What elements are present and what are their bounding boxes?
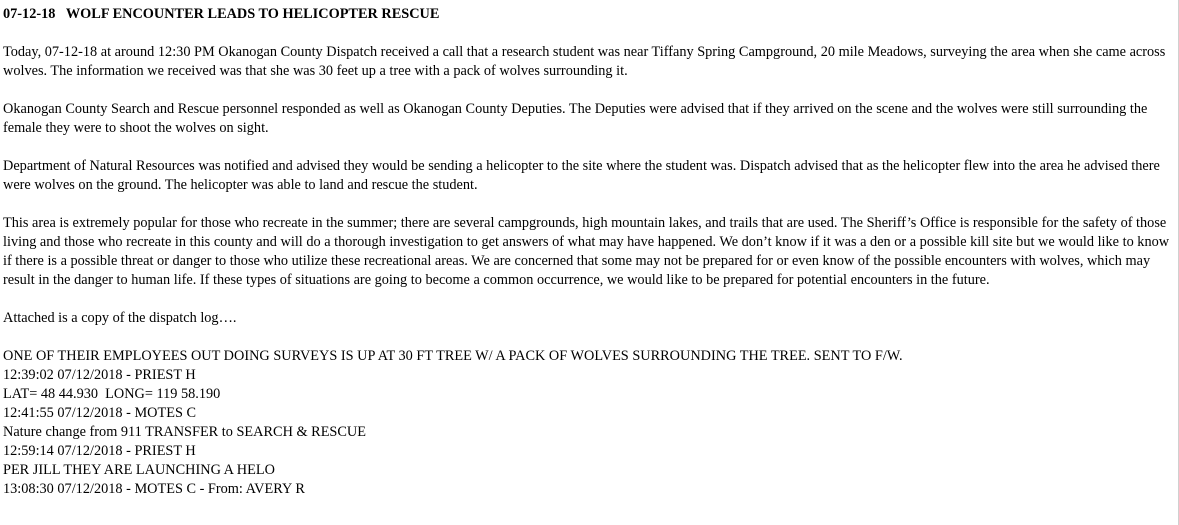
log-line: 12:39:02 07/12/2018 - PRIEST H — [3, 367, 196, 383]
document-page — [3, 5, 1171, 499]
paragraph-response: Okanogan County Search and Rescue personnel responded as well as Okanogan County Deputies. The Deputies were advised that if they arrived on the scene and the wolves were still surrounding the female they were to shoot the wolves on sight. — [3, 101, 1148, 136]
log-line: PER JILL THEY ARE LAUNCHING A HELO — [3, 462, 275, 478]
log-line: Nature change from 911 TRANSFER to SEARCH & RESCUE — [3, 424, 366, 440]
log-line: 13:08:30 07/12/2018 - MOTES C - From: AVERY R — [3, 481, 305, 497]
paragraph-incident: Today, 07-12-18 at around 12:30 PM Okanogan County Dispatch received a call that a research student was near Tiffany Spring Campground, 20 mile Meadows, surveying the area when she came across wolves. The information we received was that she was 30 feet up a tree with a pack of wolves surrounding it. — [3, 44, 1166, 79]
log-line: ONE OF THEIR EMPLOYEES OUT DOING SURVEYS IS UP AT 30 FT TREE W/ A PACK OF WOLVES SURROUNDING THE TREE. SENT TO F/W. — [3, 348, 903, 364]
document-title: 07-12-18 WOLF ENCOUNTER LEADS TO HELICOPTER RESCUE — [3, 6, 440, 22]
dispatch-log — [3, 347, 1171, 499]
paragraph-attachment: Attached is a copy of the dispatch log…. — [3, 310, 237, 326]
log-line: 12:59:14 07/12/2018 - PRIEST H — [3, 443, 196, 459]
log-line: LAT= 48 44.930 LONG= 119 58.190 — [3, 386, 221, 402]
log-line: 12:41:55 07/12/2018 - MOTES C — [3, 405, 197, 421]
paragraph-helicopter: Department of Natural Resources was notified and advised they would be sending a helicopter to the site where the student was. Dispatch advised that as the helicopter flew into the area he advised there were wolves on the ground. The helicopter was able to land and rescue the student. — [3, 158, 1160, 193]
paragraph-area-safety: This area is extremely popular for those who recreate in the summer; there are several campgrounds, high mountain lakes, and trails that are used. The Sheriff’s Office is responsible for the safety of those living and those who recreate in this county and will do a thorough investigation to get answers of what may have happened. We don’t know if it was a den or a possible kill site but we would like to know if there is a possible threat or danger to those who utilize these recreational areas. We are concerned that some may not be prepared for or even know of the possible encounters with wolves, which may result in the danger to human life. If these types of situations are going to become a common occurrence, we would like to be prepared for potential encounters in the future. — [3, 215, 1170, 288]
